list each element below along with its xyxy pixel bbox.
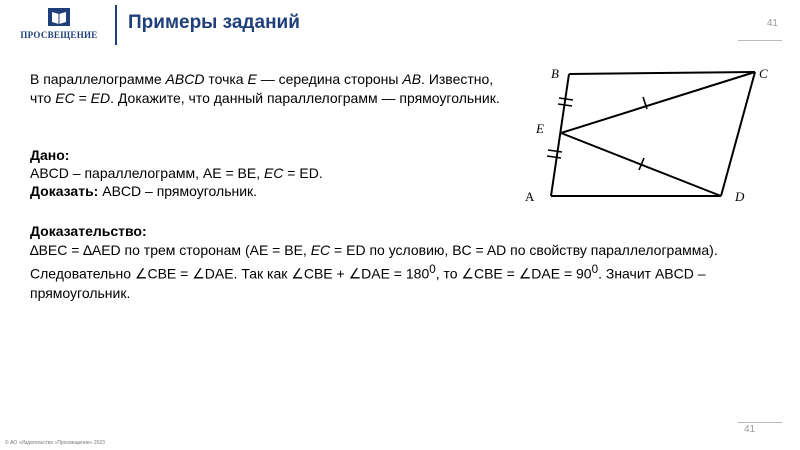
given-line: [30, 164, 510, 182]
given-heading: Дано:: [30, 147, 70, 163]
proof-line-2: [30, 260, 780, 284]
degree-superscript: 0: [591, 263, 599, 276]
copyright: © АО «Издательство «Просвещение» 2023: [5, 440, 105, 446]
page-number-top: 41: [766, 18, 778, 29]
text: EC: [310, 242, 331, 258]
logo-text: ПРОСВЕЩЕНИЕ: [20, 30, 98, 40]
text: , то ∠CBE = ∠DAE = 90: [435, 265, 592, 282]
page-title: Примеры заданий: [128, 12, 300, 33]
label-b: B: [551, 66, 559, 81]
text: В параллелограмме: [30, 71, 166, 87]
text: = ED.: [283, 165, 323, 181]
text: . Известно,: [421, 71, 494, 87]
segment-ec: [561, 72, 755, 133]
label-c: C: [759, 66, 768, 81]
text: ED: [90, 90, 111, 106]
problem-line-1: [30, 70, 535, 89]
tick-be-1: [559, 98, 573, 100]
text: . Докажите, что данный параллелограмм — прямоугольник.: [110, 90, 500, 106]
tick-ae-2: [547, 156, 561, 158]
problem-statement: [30, 70, 535, 108]
text: AB: [402, 71, 422, 87]
problem-line-2: [30, 89, 535, 108]
book-emblem-icon: [48, 8, 70, 26]
parallelogram-figure: [515, 58, 790, 210]
proof-line-1: [30, 241, 780, 260]
text: — середина стороны: [256, 71, 403, 87]
prove-label: Доказать:: [30, 183, 99, 199]
tick-ae-1: [548, 150, 562, 152]
text: =: [74, 90, 91, 106]
page-number-bottom: 41: [744, 424, 756, 435]
text: Следовательно ∠CBE = ∠DAE. Так как ∠CBE + ∠DAE = 180: [30, 265, 430, 282]
header-divider: [115, 5, 117, 45]
side-bc: [569, 72, 755, 74]
label-d: D: [735, 189, 745, 204]
side-cd: [721, 72, 755, 196]
label-a: A: [525, 189, 535, 204]
text: что: [30, 90, 56, 106]
degree-superscript: 0: [429, 263, 436, 276]
text: ABCD – прямоугольник.: [98, 183, 258, 199]
text: ABCD: [165, 71, 205, 87]
text: E: [247, 71, 257, 87]
text: ABCD – параллелограмм, AE = BE,: [30, 165, 264, 181]
text: = ED по условию, BC = AD по свойству параллелограмма).: [330, 242, 718, 258]
text: . Значит ABCD –: [598, 265, 706, 282]
proof-block: [30, 222, 780, 303]
text: ∆BEC = ∆AED по трем сторонам (AE = BE,: [30, 242, 311, 258]
top-rule: [738, 40, 782, 41]
text: точка: [204, 71, 248, 87]
tick-be-2: [558, 104, 572, 106]
prove-line: [30, 182, 510, 200]
given-block: [30, 146, 510, 200]
text: EC: [55, 90, 75, 106]
publisher-logo: [14, 8, 104, 40]
text: EC: [263, 165, 284, 181]
proof-heading: Доказательство:: [30, 223, 147, 239]
proof-line-3: прямоугольник.: [30, 284, 131, 301]
label-e: E: [536, 121, 544, 136]
footer-rule: [738, 422, 782, 423]
